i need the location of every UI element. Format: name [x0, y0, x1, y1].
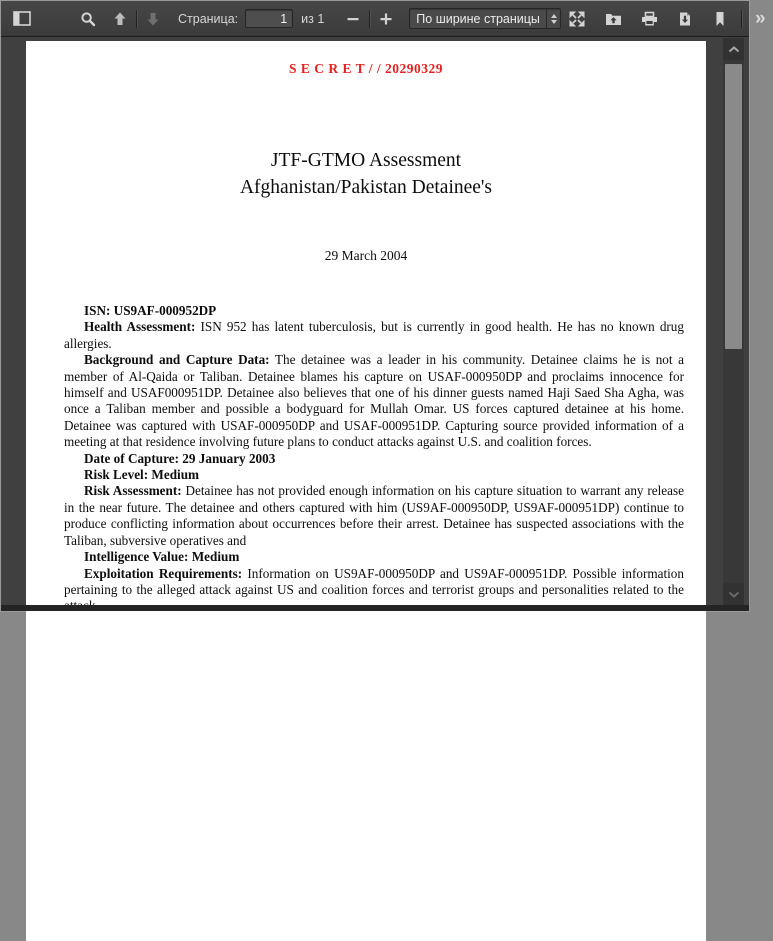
next-page-button[interactable] — [140, 6, 166, 32]
scrollbar-thumb[interactable] — [725, 64, 742, 349]
title-line-2: Afghanistan/Pakistan Detainee's — [239, 177, 493, 198]
open-file-button[interactable] — [600, 6, 626, 32]
page-number-input[interactable] — [245, 9, 293, 28]
paragraph-risk-assessment — [64, 483, 684, 549]
arrow-up-icon — [112, 11, 128, 27]
minus-icon — [345, 11, 361, 27]
toolbar-separator — [741, 10, 742, 28]
select-spinner-icon — [546, 9, 560, 28]
paragraph-intelligence-value — [64, 549, 684, 565]
print-button[interactable] — [636, 6, 662, 32]
paragraph-label: Exploitation Requirements: — [84, 565, 243, 581]
zoom-select[interactable] — [409, 8, 561, 29]
previous-page-button[interactable] — [107, 6, 133, 32]
pdf-toolbar — [1, 1, 766, 37]
document-title — [26, 147, 706, 201]
sidebar-toggle-icon — [13, 11, 31, 26]
scroll-down-button[interactable] — [723, 583, 744, 605]
document-date: 29 March 2004 — [324, 248, 408, 263]
find-button[interactable] — [75, 6, 101, 32]
paragraph-health — [64, 319, 684, 352]
pdf-page — [26, 41, 706, 941]
toggle-sidebar-button[interactable] — [9, 6, 35, 32]
zoom-select-value: По ширине страницы — [416, 11, 540, 26]
paragraph-label: ISN: US9AF-000952DP — [84, 303, 217, 318]
more-tools-button[interactable] — [747, 6, 773, 32]
paragraph-text: Information on US9AF-000950DP and US9AF-000951DP. Possible information pertaining to the alleged attack against US and coalition forces and terrorist groups and personalities related to the — [64, 565, 684, 597]
zoom-out-button[interactable] — [340, 6, 366, 32]
zoom-in-button[interactable] — [373, 6, 399, 32]
arrow-down-icon — [145, 11, 161, 27]
page-count-label: из 1 — [301, 11, 325, 26]
bookmark-button[interactable] — [707, 6, 733, 32]
toolbar-separator — [369, 10, 370, 28]
paragraph-label: Background and Capture Data: — [84, 352, 270, 368]
double-chevron-icon: » — [754, 8, 766, 29]
download-button[interactable] — [672, 6, 698, 32]
paragraph-risk-level — [64, 467, 684, 483]
title-line-1: JTF-GTMO Assessment — [270, 150, 462, 171]
paragraph-label: Risk Level: Medium — [84, 467, 200, 483]
folder-open-icon — [605, 11, 622, 27]
vertical-scrollbar[interactable] — [723, 38, 744, 605]
page-label: Страница: — [178, 11, 239, 26]
paragraph-label: Intelligence Value: Medium — [84, 549, 240, 565]
toolbar-separator — [136, 10, 137, 28]
chevron-up-icon — [728, 46, 740, 53]
document-body — [64, 303, 684, 615]
paragraph-isn — [64, 303, 684, 319]
paragraph-text: ISN 952 has latent tuberculosis, but is currently in good health. He has no known drug allergies. — [64, 319, 684, 351]
printer-icon — [641, 11, 658, 27]
classification-banner: S E C R E T / / 20290329 — [288, 61, 444, 76]
paragraph-text: Detainee has not provided enough information on his capture situation to warrant any release in the near future. The detainee and others captured with him (US9AF-000950DP, US9AF-000951DP) continue to produce conflicting information about occurrences before their arrest. Detainee has suspected associations with the Taliban, subversive operatives and — [64, 483, 684, 548]
bookmark-icon — [712, 11, 728, 27]
search-icon — [80, 11, 96, 27]
paragraph-label: Risk Assessment: — [84, 483, 182, 499]
paragraph-label: Health Assessment: — [84, 319, 196, 335]
window-bottom-edge — [1, 605, 749, 611]
viewer-area[interactable] — [1, 38, 749, 605]
scroll-up-button[interactable] — [723, 38, 744, 60]
paragraph-capture-date — [64, 451, 684, 467]
download-icon — [677, 11, 693, 27]
plus-icon — [378, 11, 394, 27]
chevron-down-icon — [728, 591, 740, 598]
paragraph-text: The detainee was a leader in his community. Detainee claims he is not a member of Al-Qaida or Taliban. Detainee blames his capture on USAF-000950DP and proclaims innocence for himself and USAF000951DP. Detainee also believes that one of his dinner guests named Haji Saed Sha Agha, was once a Taliban member and possible a bodyguard for Mullah Omar. US forces captured detainee at his home. Detainee was captured with USAF-000950DP and USAF-000951DP. Capturing source provided information of a meeting at that residence involving future plans to conduct attacks against U.S. and coalition forces. — [64, 352, 684, 450]
expand-arrows-icon — [569, 11, 585, 27]
paragraph-background — [64, 352, 684, 450]
presentation-mode-button[interactable] — [564, 6, 590, 32]
paragraph-label: Date of Capture: 29 January 2003 — [84, 450, 276, 466]
